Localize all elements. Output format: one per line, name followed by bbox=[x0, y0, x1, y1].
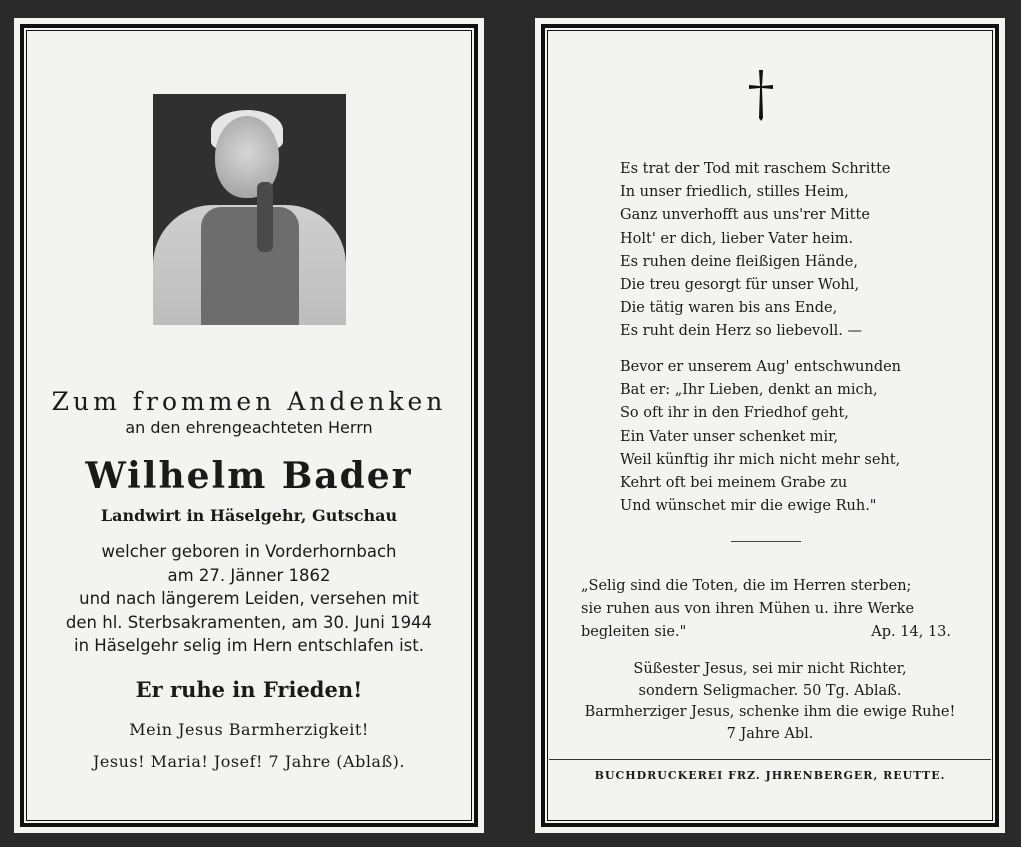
occupation-line: Landwirt in Häselgehr, Gutschau bbox=[100, 506, 398, 525]
portrait-photo bbox=[153, 94, 346, 325]
ejaculation-line: sondern Seligmacher. 50 Tg. Ablaß. bbox=[638, 682, 902, 699]
portrait-vest bbox=[201, 207, 299, 325]
poem-line: Es ruht dein Herz so liebevoll. — bbox=[620, 323, 862, 340]
right-card-page bbox=[535, 18, 1005, 833]
poem-line: Es ruhen deine fleißigen Hände, bbox=[620, 253, 858, 270]
scripture-line: sie ruhen aus von ihren Mühen u. ihre Werke bbox=[581, 601, 915, 617]
ejaculation-line: Barmherziger Jesus, schenke ihm die ewige Ruhe! bbox=[584, 704, 956, 720]
poem-stanza-2 bbox=[620, 356, 901, 518]
poem-line: Und wünschet mir die ewige Ruh." bbox=[620, 498, 877, 515]
bio-line: den hl. Sterbsakramenten, am 30. Juni 1944 bbox=[65, 612, 433, 632]
honored-line: an den ehrengeachteten Herrn bbox=[125, 418, 373, 437]
poem-line: Bevor er unserem Aug' entschwunden bbox=[620, 359, 902, 375]
bio-line: am 27. Jänner 1862 bbox=[167, 565, 331, 585]
ejaculation-line: 7 Jahre Abl. bbox=[726, 725, 814, 742]
poem-line: Kehrt oft bei meinem Grabe zu bbox=[620, 475, 848, 492]
scripture-line: „Selig sind die Toten, die im Herren sterben; bbox=[581, 578, 912, 594]
portrait-pipe bbox=[257, 182, 273, 252]
left-card-page bbox=[14, 18, 484, 833]
deceased-name: Wilhelm Bader bbox=[85, 455, 413, 497]
poem-line: Weil künftig ihr mich nicht mehr seht, bbox=[620, 451, 901, 468]
poem-line: Holt' er dich, lieber Vater heim. bbox=[620, 230, 854, 247]
bio-line: welcher geboren in Vorderhornbach bbox=[101, 542, 397, 561]
poem-line: Bat er: „Ihr Lieben, denkt an mich, bbox=[620, 382, 878, 399]
ejaculation-line: Süßester Jesus, sei mir nicht Richter, bbox=[633, 661, 907, 677]
ejaculations bbox=[535, 659, 1005, 745]
bio-line: und nach längerem Leiden, versehen mit bbox=[79, 589, 419, 608]
biography bbox=[14, 540, 484, 658]
poem-line: So oft ihr in den Friedhof geht, bbox=[620, 405, 849, 422]
section-divider bbox=[731, 541, 801, 542]
poem-line: Ein Vater unser schenket mir, bbox=[620, 428, 839, 445]
prayer-line: Mein Jesus Barmherzigkeit! bbox=[129, 720, 369, 739]
poem-line: Die treu gesorgt für unser Wohl, bbox=[620, 277, 860, 294]
rest-in-peace: Er ruhe in Frieden! bbox=[135, 677, 363, 702]
scripture-quote bbox=[581, 575, 951, 644]
scripture-reference: Ap. 14, 13. bbox=[871, 624, 951, 640]
poem-line: In unser friedlich, stilles Heim, bbox=[620, 184, 849, 201]
cross-icon bbox=[747, 68, 775, 122]
poem-stanza-1 bbox=[620, 158, 890, 344]
poem-line: Ganz unverhofft aus uns'rer Mitte bbox=[620, 207, 870, 224]
bio-line: in Häselgehr selig im Hern entschlafen ist. bbox=[74, 636, 424, 655]
printer-imprint: BUCHDRUCKEREI FRZ. JHRENBERGER, REUTTE. bbox=[594, 769, 946, 782]
poem-line: Die tätig waren bis ans Ende, bbox=[620, 300, 838, 317]
scripture-line: begleiten sie." bbox=[581, 624, 687, 640]
footer-rule bbox=[549, 759, 991, 760]
poem-line: Es trat der Tod mit raschem Schritte bbox=[620, 161, 891, 177]
indulgence-line: Jesus! Maria! Josef! 7 Jahre (Ablaß). bbox=[93, 752, 405, 771]
memorial-heading: Zum frommen Andenken bbox=[51, 387, 447, 416]
